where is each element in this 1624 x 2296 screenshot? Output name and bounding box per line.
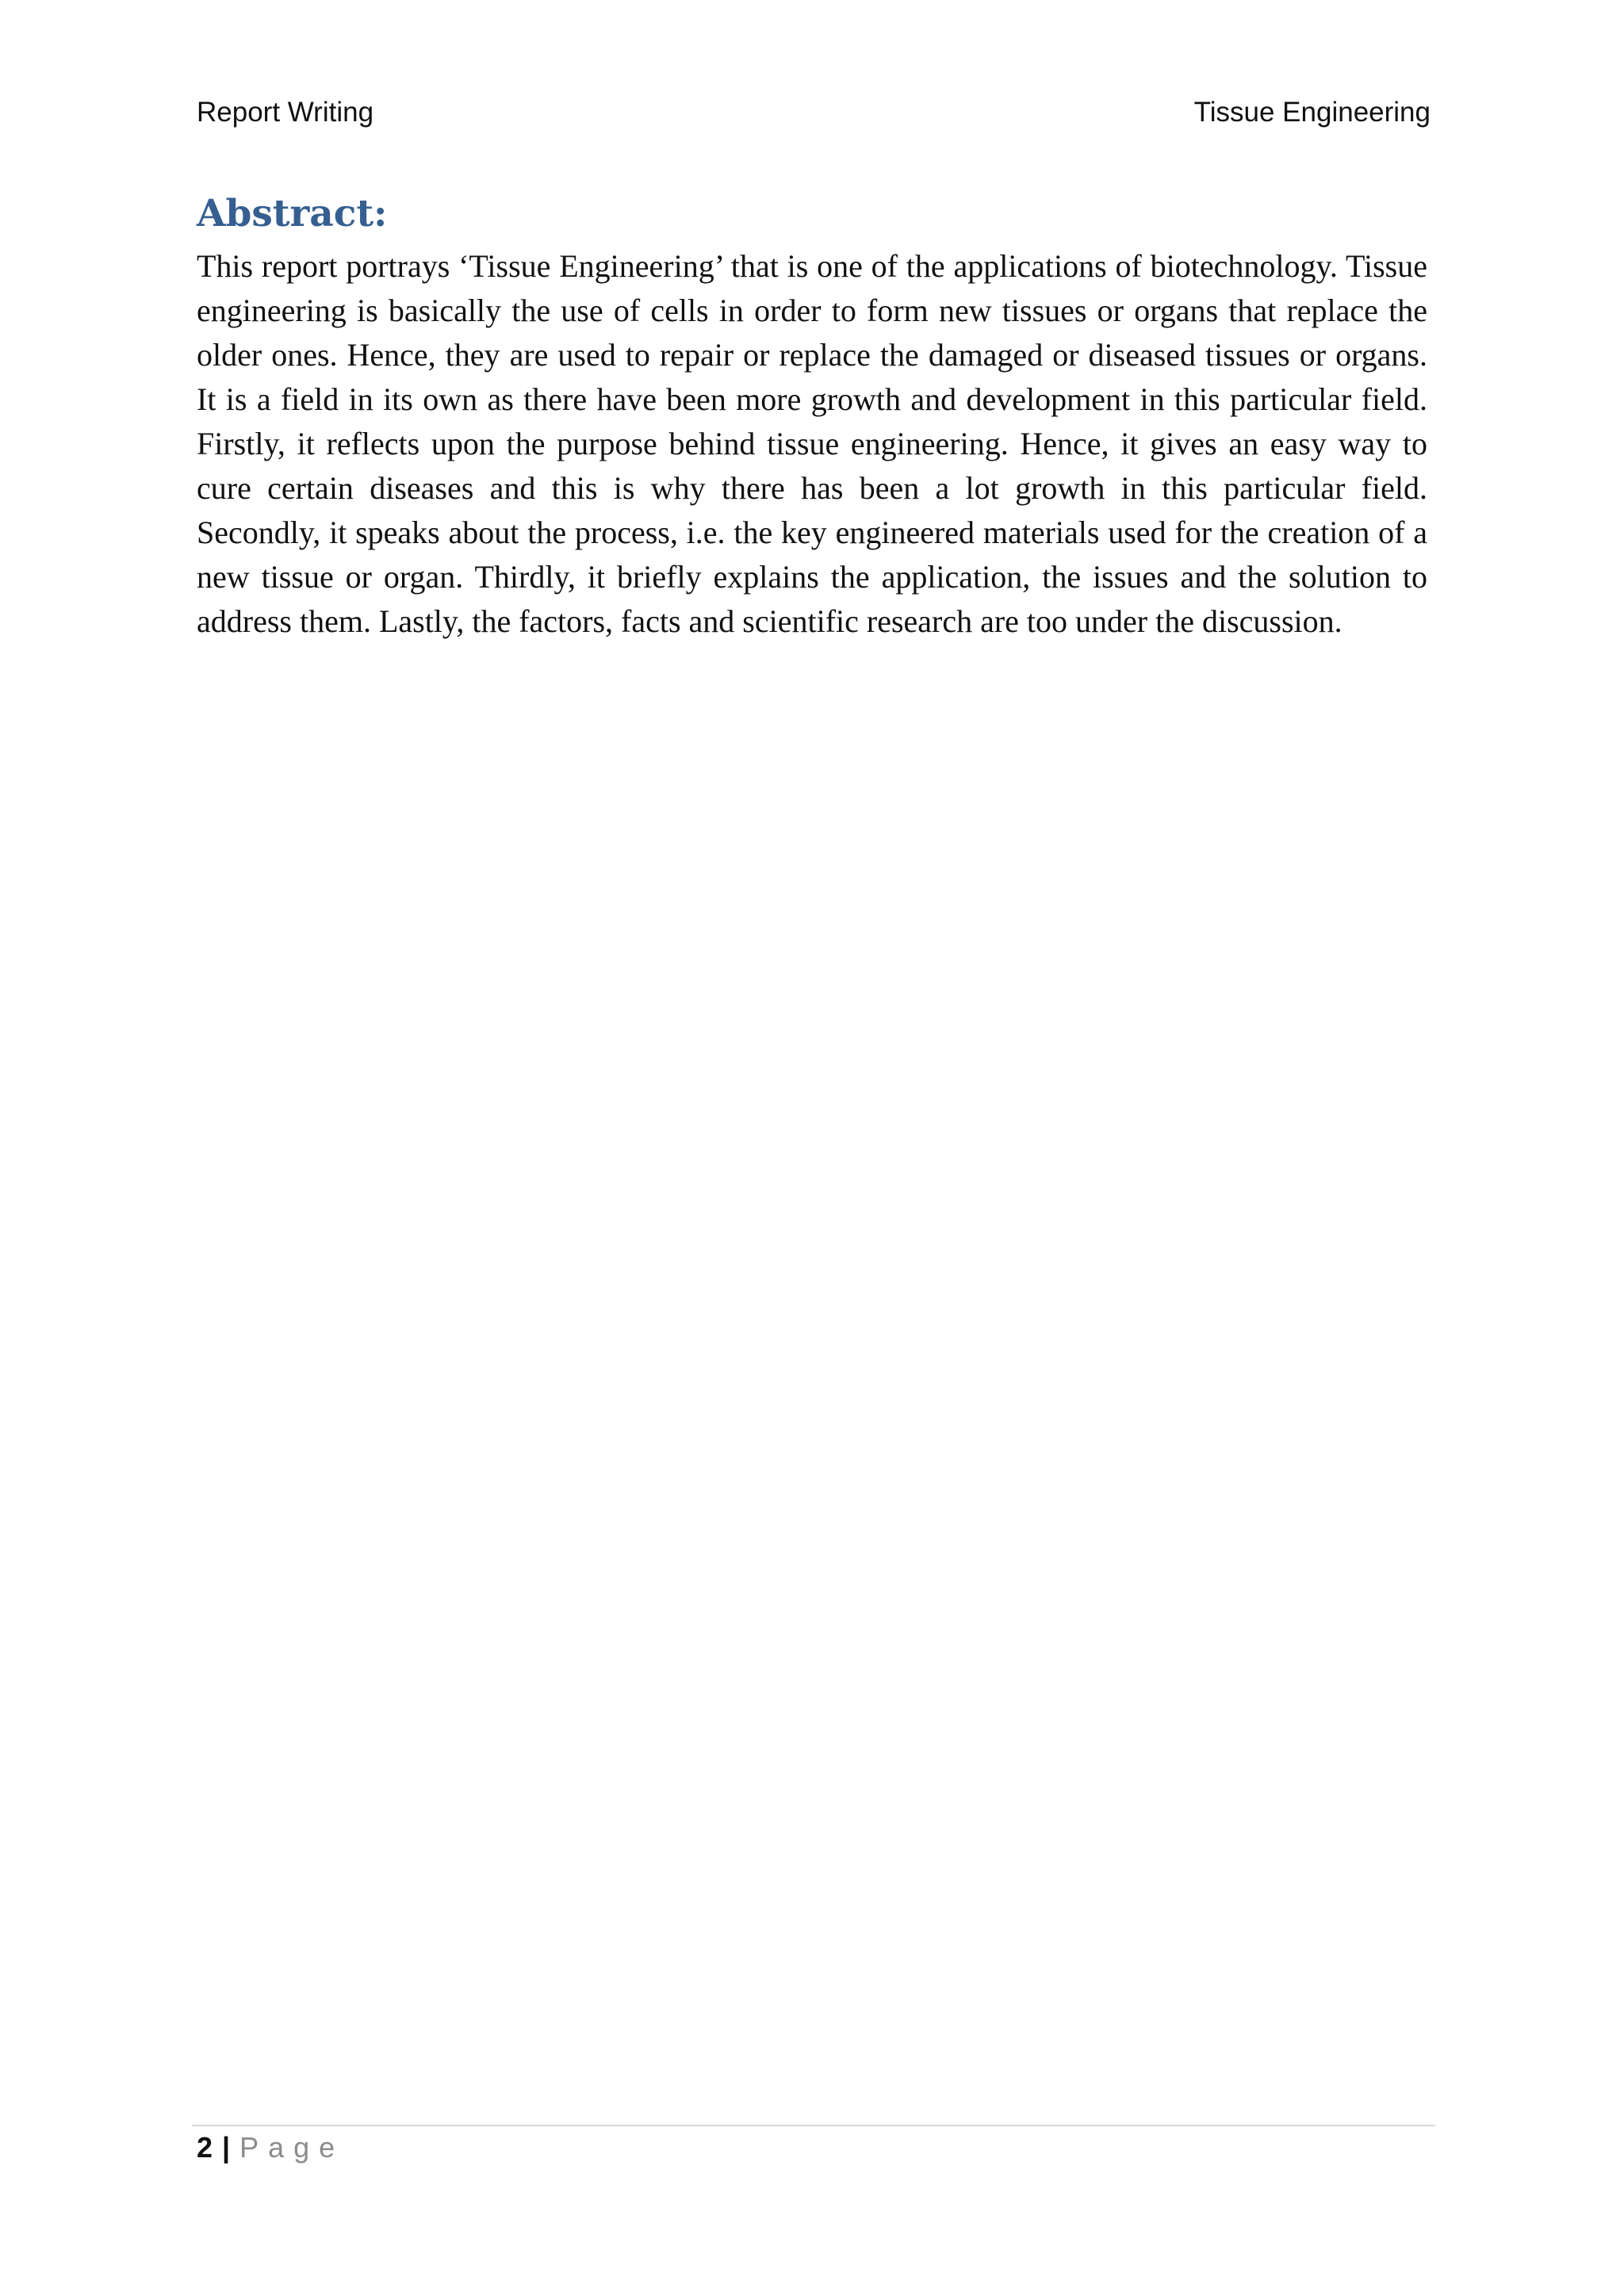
header-left-title: Report Writing: [197, 97, 374, 128]
footer-separator: |: [222, 2131, 231, 2164]
page-footer: [197, 2128, 344, 2168]
page-number: 2: [197, 2131, 213, 2164]
header-right-title: Tissue Engineering: [1193, 97, 1431, 128]
abstract-paragraph: This report portrays ‘Tissue Engineering’ that is one of the applications of biotechnology. Tissue engineering is basically the use of cells in order to form new tissues or organs that replace the older ones. Hence, they are used to repair or replace the damaged or diseased tissues or organs. It is a field in its own as there have been more growth and development in this particular field. Firstly, it reflects upon the purpose behind tissue engineering. Hence, it gives an easy way to cure certain diseases and this is why there has been a lot growth in this particular field. Secondly, it speaks about the process, i.e. the key engineered materials used for the creation of a new tissue or organ. Thirdly, it briefly explains the application, the issues and the solution to address them. Lastly, the factors, facts and scientific research are too under the discussion.: [197, 248, 1427, 639]
page-label: Page: [239, 2131, 345, 2164]
footer-divider: [192, 2125, 1435, 2126]
abstract-heading: Abstract:: [197, 192, 388, 235]
page-header: [197, 97, 1431, 136]
